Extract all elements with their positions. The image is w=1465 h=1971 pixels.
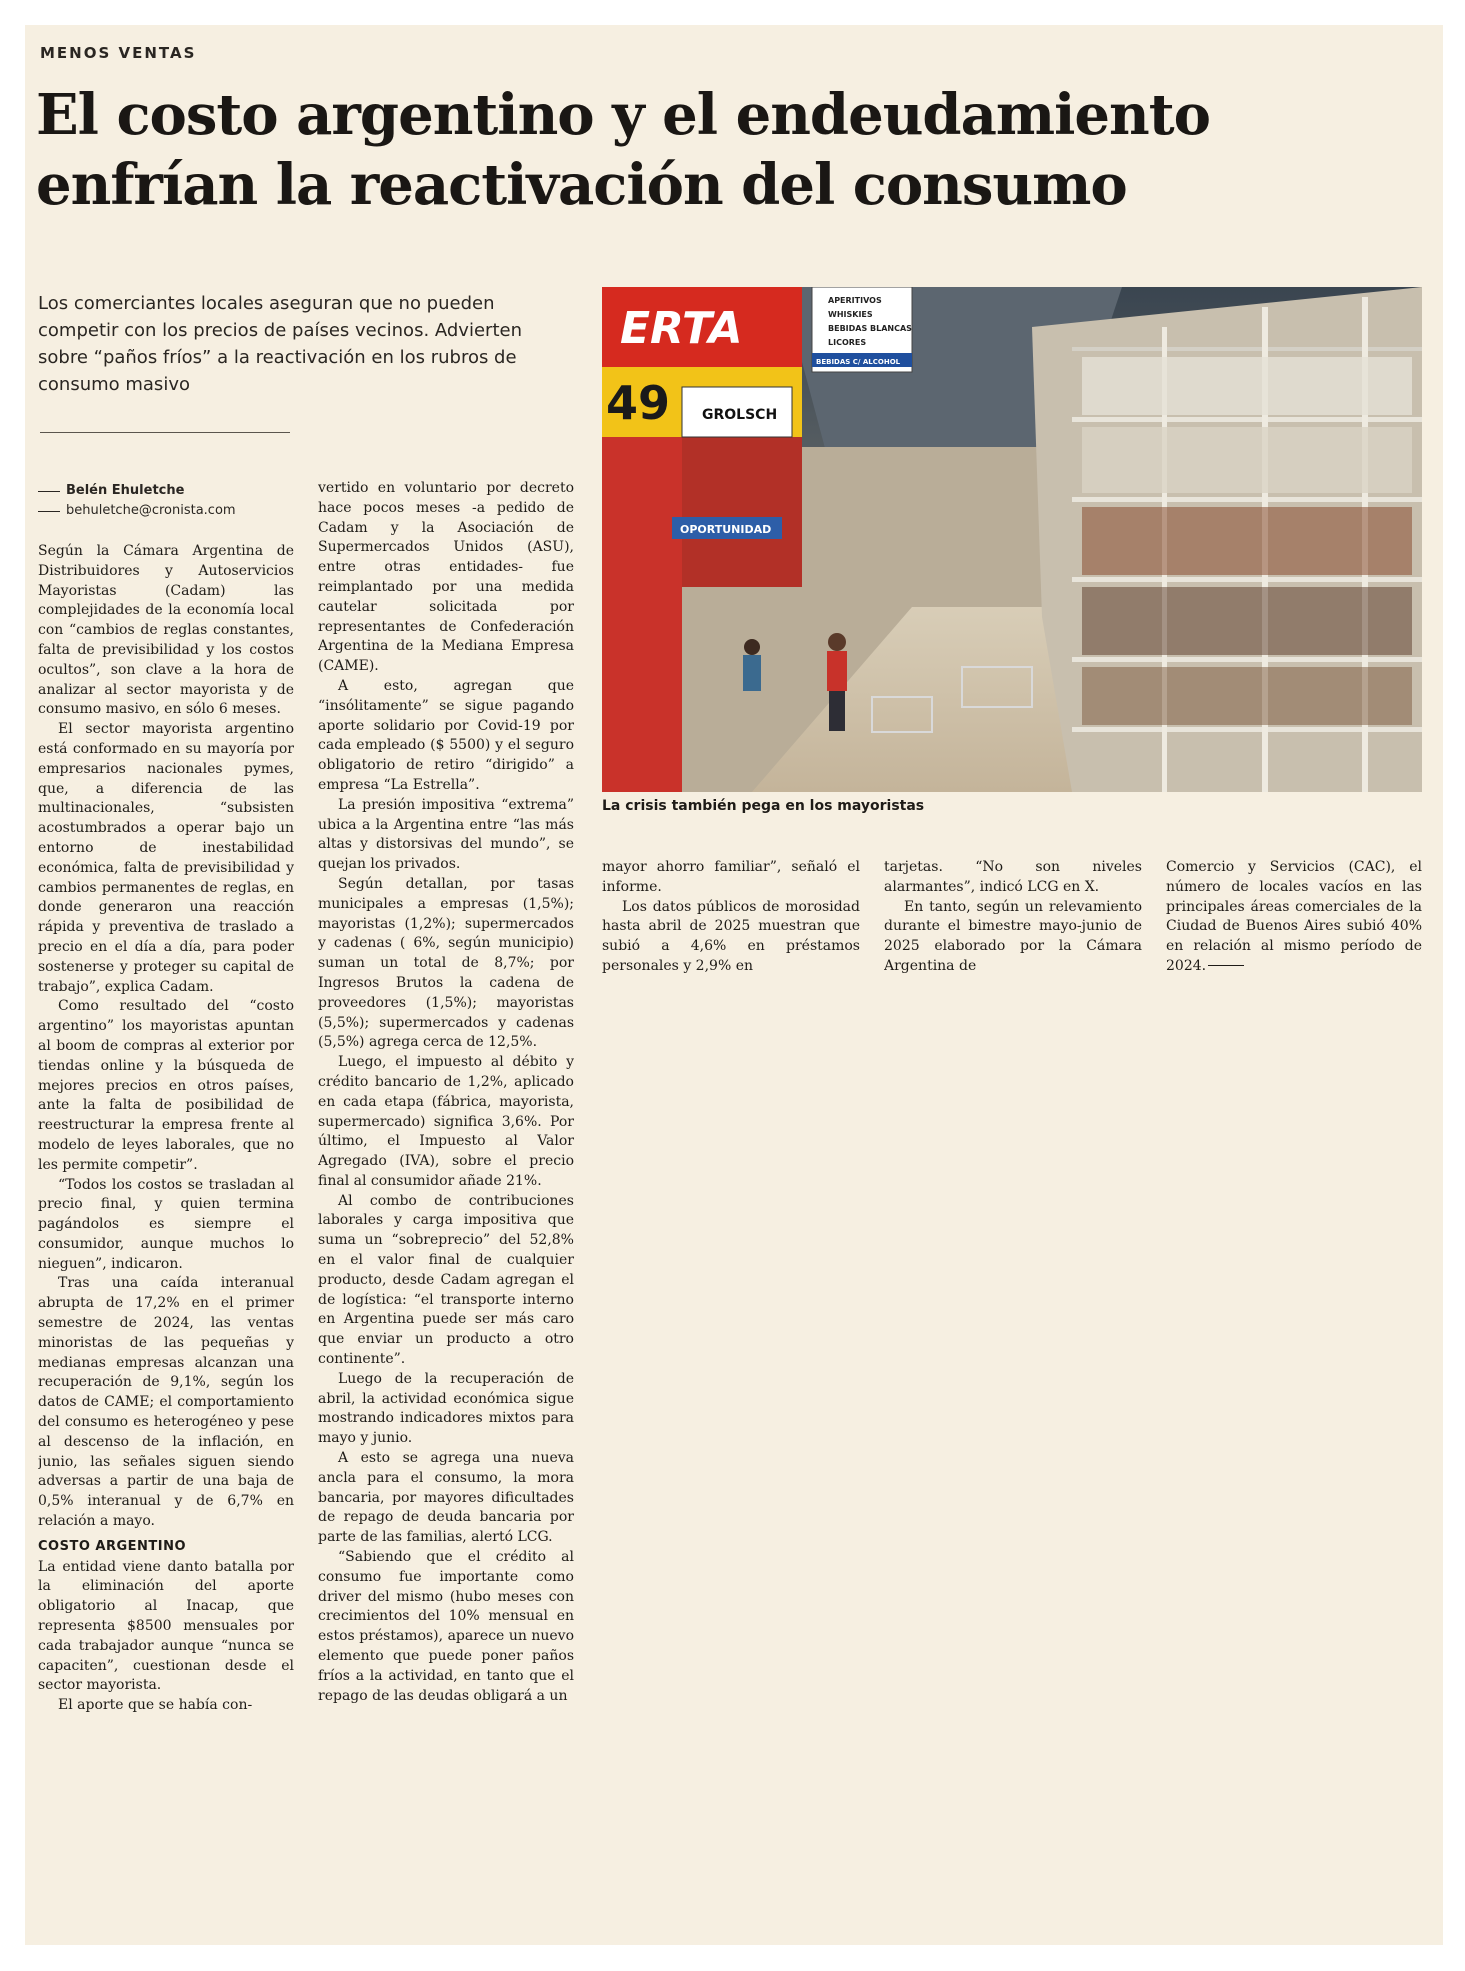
photo-sign-item-3: BEBIDAS BLANCAS — [828, 324, 912, 333]
article-paragraph: “Todos los costos se trasladan al precio final, y quien termina pagándolos es siempre el consumidor, aunque muchos lo nieguen”, indicaron. — [38, 1176, 294, 1272]
article-paragraph: vertido en voluntario por decreto hace pocos meses -a pedido de Cadam y la Asociación de Supermercados Unidos (ASU), entre otras entidades- fue reimplantado por una medida cautelar solicitada por representantes de Confederación Argentina de la Mediana Empresa (CAME). — [318, 480, 574, 675]
article-column-4 — [884, 858, 1142, 988]
article-column-1 — [38, 542, 294, 1917]
article-column-3 — [602, 858, 860, 988]
article-paragraph: Comercio y Servicios (CAC), el número de locales vacíos en las principales áreas comerciales de la Ciudad de Buenos Aires subió 40% en relación al mismo período de 2024. — [1166, 859, 1422, 974]
article-column-5 — [1166, 858, 1422, 988]
article-paragraph: Luego de la recuperación de abril, la actividad económica sigue mostrando indicadores mixtos para mayo y junio. — [318, 1370, 574, 1447]
article-paragraph: A esto, agregan que “insólitamente” se sigue pagando aporte solidario por Covid-19 por cada empleado ($ 5500) y el seguro obligatorio de retiro “dirigido” a empresa “La Estrella”. — [318, 677, 574, 793]
article-paragraph: Los datos públicos de morosidad hasta abril de 2025 muestran que subió a 4,6% en préstamos personales y 2,9% en — [602, 898, 860, 974]
article-paragraph: Como resultado del “costo argentino” los mayoristas apuntan al boom de compras al exterior por tiendas online y la búsqueda de mejores precios en otros países, ante la falta de posibilidad de reestructurar la empresa frente al modelo de leyes laborales, que no les permite competir”. — [38, 998, 294, 1173]
subhead-divider — [40, 432, 290, 433]
article-end-mark — [1208, 965, 1244, 966]
headline-line-1: El costo argentino y el endeudamiento — [36, 82, 1210, 148]
photo-sign-item-4: LICORES — [828, 338, 867, 347]
photo-price-text: 49 — [606, 376, 671, 430]
section-kicker: MENOS VENTAS — [40, 44, 197, 62]
photo-sign-footer: BEBIDAS C/ ALCOHOL — [816, 358, 901, 366]
photo-sign-item-1: APERITIVOS — [828, 296, 882, 305]
article-paragraph: La presión impositiva “extrema” ubica a la Argentina entre “las más altas y distorsivas del mundo”, se quejan los privados. — [318, 796, 574, 873]
photo-banner-text: ERTA — [620, 303, 743, 354]
article-paragraph: tarjetas. “No son niveles alarmantes”, indicó LCG en X. — [884, 859, 1142, 895]
section-subhead: COSTO ARGENTINO — [38, 1538, 187, 1554]
headline — [36, 80, 1376, 220]
photo-oportunidad-text: OPORTUNIDAD — [680, 523, 772, 536]
article-paragraph: Al combo de contribuciones laborales y carga impositiva que suma un “sobreprecio” del 52,8% en el valor final de cualquier producto, desde Cadam agregan el de logística: “el transporte interno en Argentina puede ser más caro que enviar un producto a otro continente”. — [318, 1192, 574, 1368]
headline-line-2: enfrían la reactivación del consumo — [36, 152, 1127, 218]
subheadline: Los comerciantes locales aseguran que no pueden competir con los precios de países vecinos. Advierten sobre “paños fríos” a la reactivación en los rubros de consumo masivo — [38, 293, 522, 395]
article-paragraph: En tanto, según un relevamiento durante el bimestre mayo-junio de 2025 elaborado por la Cámara Argentina de — [884, 898, 1142, 974]
article-paragraph: El aporte que se había con- — [58, 1697, 253, 1714]
byline-email-row — [38, 501, 236, 521]
byline-author-row — [38, 481, 236, 501]
photo-grolsch-text: GROLSCH — [702, 407, 778, 423]
photo-sign-item-2: WHISKIES — [828, 310, 873, 319]
article-paragraph: Tras una caída interanual abrupta de 17,2% en el primer semestre de 2024, las ventas minoristas de las pequeñas y medianas empresas alcanzan una recuperación de 9,1%, según los datos de CAME; el comportamiento del consumo es heterogéneo y pese al descenso de la inflación, en junio, las señales siguen siendo adversas a partir de una baja de 0,5% interanual y de 6,7% en relación a mayo. — [38, 1275, 294, 1530]
byline — [38, 481, 236, 521]
author-name: Belén Ehuletche — [66, 483, 185, 498]
article-paragraph: Según la Cámara Argentina de Distribuidores y Autoservicios Mayoristas (Cadam) las complejidades de la economía local con “cambios de reglas constantes, falta de previsibilidad y los costos ocultos”, son clave a la hora de analizar al sector mayorista y de consumo masivo, en sólo 6 meses. — [38, 543, 294, 718]
photo-caption: La crisis también pega en los mayoristas — [602, 798, 925, 814]
article-column-2 — [318, 479, 574, 1917]
article-paragraph: “Sabiendo que el crédito al consumo fue importante como driver del mismo (hubo meses con crecimientos del 10% mensual en estos préstamos), aparece un nuevo elemento que puede poner paños fríos a la actividad, en tanto que el repago de las deudas obligará a un — [318, 1549, 574, 1704]
article-paragraph: mayor ahorro familiar”, señaló el informe. — [602, 859, 860, 895]
article-paragraph: La entidad viene danto batalla por la eliminación del aporte obligatorio al Inacap, que representa $8500 mensuales por cada trabajador aunque “nunca se capaciten”, cuestionan desde el sector mayorista. — [38, 1558, 294, 1694]
article-paragraph: A esto se agrega una nueva ancla para el consumo, la mora bancaria, por mayores dificultades de repago de deuda bancaria por parte de las familias, alertó LCG. — [318, 1450, 574, 1546]
article-paragraph: Luego, el impuesto al débito y crédito bancario de 1,2%, aplicado en cada etapa (fábrica, mayorista, supermercado) significa 3,6%. Por último, el Impuesto al Valor Agregado (IVA), sobre el precio final al consumidor añade 21%. — [318, 1054, 574, 1189]
article-paragraph: Según detallan, por tasas municipales a empresas (1,5%); mayoristas (1,2%); supermercados y cadenas ( 6%, según municipio) suman un total de 8,7%; por Ingresos Brutos la cadena de proveedores (1,5%); mayoristas (5,5%); supermercados y cadenas (5,5%) agrega cerca de 12,5%. — [318, 875, 574, 1051]
supermarket-photo — [602, 287, 1422, 792]
article-paragraph: El sector mayorista argentino está conformado en su mayoría por empresarios nacionales pymes, que, a diferencia de las multinacionales, “subsisten acostumbrados a operar bajo un entorno de inestabilidad económica, falta de previsibilidad y cambios permanentes de reglas, en donde generaron una reacción rápida y preventiva de traslado a precio en el día a día, para poder sostenerse y proteger su capital de trabajo”, explica Cadam. — [38, 721, 294, 995]
author-email: behuletche@cronista.com — [66, 503, 236, 518]
